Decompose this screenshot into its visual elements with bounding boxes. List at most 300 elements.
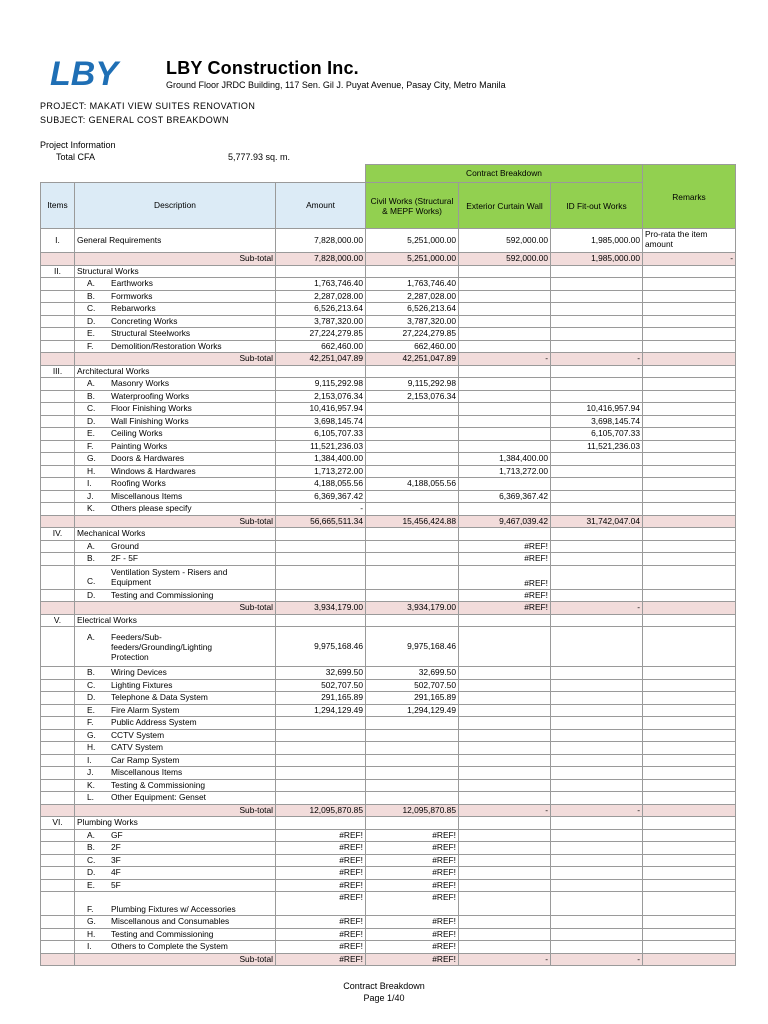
table-row — [41, 440, 736, 453]
item-cell — [41, 403, 75, 416]
section-title: Electrical Works — [75, 614, 276, 627]
item-description: Testing & Commissioning — [111, 779, 206, 790]
item-letter: C. — [87, 576, 96, 586]
subtotal-row — [41, 515, 736, 528]
item-description: Car Ramp System — [111, 754, 180, 765]
item-letter: F. — [87, 440, 94, 451]
exterior-cell: - — [459, 804, 551, 817]
item-letter: G. — [87, 729, 96, 740]
table-row — [41, 842, 736, 855]
table-row — [41, 403, 736, 416]
section-title: General Requirements — [75, 229, 276, 253]
remarks-cell — [643, 540, 736, 553]
description-cell — [75, 742, 276, 755]
exterior-cell — [459, 754, 551, 767]
amount-cell: 3,698,145.74 — [276, 415, 366, 428]
item-letter: B. — [87, 842, 95, 853]
table-body — [41, 229, 736, 966]
item-description: Waterproofing Works — [111, 390, 190, 401]
exterior-cell: - — [459, 353, 551, 366]
fitout-cell: - — [551, 602, 643, 615]
remarks-header: Remarks — [643, 165, 736, 229]
amount-cell: 32,699.50 — [276, 667, 366, 680]
exterior-cell — [459, 704, 551, 717]
item-cell — [41, 627, 75, 667]
fitout-cell: - — [551, 804, 643, 817]
description-cell — [75, 290, 276, 303]
description-cell — [75, 589, 276, 602]
fitout-cell — [551, 854, 643, 867]
civil-cell — [366, 440, 459, 453]
civil-cell: 2,153,076.34 — [366, 390, 459, 403]
civil-cell: #REF! — [366, 941, 459, 954]
item-cell — [41, 829, 75, 842]
table-row — [41, 478, 736, 491]
description-cell — [75, 328, 276, 341]
item-number: VI. — [41, 817, 75, 830]
subtotal-label: Sub-total — [75, 253, 276, 266]
fitout-cell — [551, 729, 643, 742]
civil-cell: #REF! — [366, 829, 459, 842]
item-description: 5F — [111, 879, 121, 890]
item-description: Wiring Devices — [111, 667, 167, 678]
remarks-cell — [643, 378, 736, 391]
company-logo — [50, 55, 136, 91]
civil-cell: 9,975,168.46 — [366, 627, 459, 667]
item-letter: A. — [87, 631, 95, 642]
exterior-cell: #REF! — [459, 565, 551, 589]
item-description: 4F — [111, 867, 121, 878]
item-cell — [41, 315, 75, 328]
fitout-cell — [551, 717, 643, 730]
remarks-cell — [643, 754, 736, 767]
item-cell — [41, 328, 75, 341]
civil-cell — [366, 589, 459, 602]
civil-cell: 32,699.50 — [366, 667, 459, 680]
company-address: Ground Floor JRDC Building, 117 Sen. Gil J. Puyat Avenue, Pasay City, Metro Manila — [166, 80, 506, 90]
amount-cell: - — [276, 503, 366, 516]
remarks-cell — [643, 879, 736, 892]
description-cell — [75, 340, 276, 353]
amount-cell: #REF! — [276, 829, 366, 842]
fitout-cell: 11,521,236.03 — [551, 440, 643, 453]
table-row — [41, 490, 736, 503]
amount-cell: #REF! — [276, 879, 366, 892]
item-letter: A. — [87, 278, 95, 289]
company-name: LBY Construction Inc. — [166, 58, 359, 78]
fitout-cell: 1,985,000.00 — [551, 229, 643, 253]
amount-cell: 9,975,168.46 — [276, 627, 366, 667]
exterior-cell — [459, 528, 551, 541]
remarks-cell — [643, 867, 736, 880]
cost-breakdown-table — [40, 164, 736, 966]
civil-cell: 6,526,213.64 — [366, 303, 459, 316]
item-cell — [41, 415, 75, 428]
table-row — [41, 290, 736, 303]
description-cell — [75, 779, 276, 792]
table-row — [41, 453, 736, 466]
remarks-cell — [643, 627, 736, 667]
fitout-cell — [551, 465, 643, 478]
amount-cell — [276, 779, 366, 792]
fitout-cell — [551, 490, 643, 503]
item-description: Windows & Hardwares — [111, 465, 196, 476]
item-cell — [41, 390, 75, 403]
remarks-cell: - — [643, 253, 736, 266]
fitout-cell — [551, 754, 643, 767]
description-cell — [75, 729, 276, 742]
table-row — [41, 589, 736, 602]
table-row — [41, 717, 736, 730]
item-description: Structural Steelworks — [111, 328, 191, 339]
item-letter: J. — [87, 767, 94, 778]
exterior-cell — [459, 378, 551, 391]
subject-line: SUBJECT: GENERAL COST BREAKDOWN — [40, 115, 229, 125]
fitout-cell — [551, 589, 643, 602]
table-row — [41, 328, 736, 341]
amount-cell — [276, 365, 366, 378]
amount-cell: 291,165.89 — [276, 692, 366, 705]
item-cell — [41, 453, 75, 466]
section-row — [41, 229, 736, 253]
item-letter: B. — [87, 667, 95, 678]
civil-cell: 15,456,424.88 — [366, 515, 459, 528]
amount-cell: 42,251,047.89 — [276, 353, 366, 366]
fitout-cell — [551, 842, 643, 855]
amount-cell — [276, 742, 366, 755]
exterior-cell — [459, 627, 551, 667]
remarks-cell — [643, 478, 736, 491]
remarks-cell — [643, 278, 736, 291]
exterior-cell — [459, 390, 551, 403]
remarks-cell — [643, 428, 736, 441]
civil-works-header: Civil Works (Structural & MEPF Works) — [366, 183, 459, 229]
remarks-cell — [643, 614, 736, 627]
item-number: III. — [41, 365, 75, 378]
item-letter: F. — [87, 340, 94, 351]
fitout-cell — [551, 829, 643, 842]
description-cell — [75, 767, 276, 780]
subtotal-row — [41, 353, 736, 366]
description-cell — [75, 503, 276, 516]
remarks-cell — [643, 490, 736, 503]
amount-cell — [276, 553, 366, 566]
remarks-cell — [643, 928, 736, 941]
item-cell — [41, 729, 75, 742]
item-cell — [41, 490, 75, 503]
amount-cell: 11,521,236.03 — [276, 440, 366, 453]
exterior-wall-header: Exterior Curtain Wall — [459, 183, 551, 229]
section-row — [41, 528, 736, 541]
fitout-cell — [551, 941, 643, 954]
item-cell — [41, 667, 75, 680]
description-cell — [75, 928, 276, 941]
remarks-cell — [643, 842, 736, 855]
remarks-cell — [643, 303, 736, 316]
table-row — [41, 565, 736, 589]
fitout-cell: 3,698,145.74 — [551, 415, 643, 428]
item-description: Doors & Hardwares — [111, 453, 185, 464]
remarks-cell — [643, 589, 736, 602]
subtotal-label: Sub-total — [75, 804, 276, 817]
exterior-cell — [459, 614, 551, 627]
description-cell — [75, 867, 276, 880]
remarks-cell — [643, 340, 736, 353]
item-cell — [41, 704, 75, 717]
item-description: Plumbing Fixtures w/ Accessories — [111, 904, 236, 914]
subtotal-row — [41, 253, 736, 266]
civil-cell: 3,934,179.00 — [366, 602, 459, 615]
table-row — [41, 465, 736, 478]
civil-cell — [366, 365, 459, 378]
civil-cell: 9,115,292.98 — [366, 378, 459, 391]
description-cell — [75, 704, 276, 717]
item-letter: B. — [87, 390, 95, 401]
item-cell — [41, 465, 75, 478]
fitout-header: ID Fit-out Works — [551, 183, 643, 229]
amount-cell: #REF! — [276, 916, 366, 929]
item-description: 2F — [111, 842, 121, 853]
table-row — [41, 540, 736, 553]
item-description-line: Protection — [111, 651, 149, 662]
item-description: Ceiling Works — [111, 428, 163, 439]
civil-cell — [366, 490, 459, 503]
items-header: Items — [41, 183, 75, 229]
table-row — [41, 892, 736, 916]
description-cell — [75, 428, 276, 441]
remarks-cell — [643, 265, 736, 278]
item-letter: B. — [87, 290, 95, 301]
exterior-cell — [459, 729, 551, 742]
fitout-cell: 6,105,707.33 — [551, 428, 643, 441]
exterior-cell: 1,384,400.00 — [459, 453, 551, 466]
amount-cell: 3,787,320.00 — [276, 315, 366, 328]
amount-cell: 2,287,028.00 — [276, 290, 366, 303]
item-cell — [41, 892, 75, 916]
civil-cell — [366, 779, 459, 792]
item-number: V. — [41, 614, 75, 627]
exterior-cell — [459, 941, 551, 954]
item-cell — [41, 953, 75, 966]
fitout-cell: 10,416,957.94 — [551, 403, 643, 416]
exterior-cell — [459, 692, 551, 705]
item-letter: I. — [87, 941, 92, 952]
fitout-cell — [551, 667, 643, 680]
item-letter: D. — [87, 415, 96, 426]
item-letter: G. — [87, 916, 96, 927]
civil-cell: 1,294,129.49 — [366, 704, 459, 717]
remarks-cell — [643, 453, 736, 466]
item-description: CCTV System — [111, 729, 165, 740]
description-cell — [75, 792, 276, 805]
amount-cell: #REF! — [276, 928, 366, 941]
civil-cell: 1,763,746.40 — [366, 278, 459, 291]
item-cell — [41, 602, 75, 615]
fitout-cell — [551, 340, 643, 353]
item-letter: C. — [87, 679, 96, 690]
civil-cell — [366, 503, 459, 516]
item-letter: D. — [87, 315, 96, 326]
subtotal-label: Sub-total — [75, 353, 276, 366]
table-row — [41, 340, 736, 353]
section-row — [41, 614, 736, 627]
civil-cell — [366, 614, 459, 627]
item-cell — [41, 303, 75, 316]
amount-cell — [276, 565, 366, 589]
item-letter: K. — [87, 779, 95, 790]
description-cell — [75, 627, 276, 667]
civil-cell — [366, 415, 459, 428]
table-row — [41, 428, 736, 441]
item-description-line: Equipment — [111, 577, 152, 587]
fitout-cell: - — [551, 353, 643, 366]
project-line: PROJECT: MAKATI VIEW SUITES RENOVATION — [40, 101, 256, 111]
description-cell — [75, 490, 276, 503]
amount-cell — [276, 589, 366, 602]
item-letter: G. — [87, 453, 96, 464]
item-description: Testing and Commissioning — [111, 928, 214, 939]
civil-cell: #REF! — [366, 953, 459, 966]
civil-cell: 3,787,320.00 — [366, 315, 459, 328]
amount-cell: 502,707.50 — [276, 679, 366, 692]
item-description: 3F — [111, 854, 121, 865]
item-description: Miscellanous Items — [111, 767, 183, 778]
civil-cell — [366, 453, 459, 466]
item-cell — [41, 503, 75, 516]
table-row — [41, 667, 736, 680]
amount-cell — [276, 265, 366, 278]
subtotal-label: Sub-total — [75, 515, 276, 528]
remarks-cell — [643, 804, 736, 817]
amount-header: Amount — [276, 183, 366, 229]
item-letter: E. — [87, 879, 95, 890]
section-row — [41, 265, 736, 278]
exterior-cell — [459, 478, 551, 491]
remarks-cell — [643, 817, 736, 830]
description-cell — [75, 754, 276, 767]
item-description: GF — [111, 829, 123, 840]
civil-cell — [366, 553, 459, 566]
description-cell — [75, 553, 276, 566]
item-cell — [41, 842, 75, 855]
item-cell — [41, 515, 75, 528]
civil-cell: 662,460.00 — [366, 340, 459, 353]
table-row — [41, 315, 736, 328]
item-letter: H. — [87, 928, 96, 939]
item-letter: B. — [87, 553, 95, 564]
item-cell — [41, 792, 75, 805]
civil-cell: 42,251,047.89 — [366, 353, 459, 366]
item-cell — [41, 854, 75, 867]
item-cell — [41, 478, 75, 491]
fitout-cell — [551, 365, 643, 378]
fitout-cell — [551, 328, 643, 341]
description-cell — [75, 854, 276, 867]
table-row — [41, 390, 736, 403]
remarks-cell — [643, 742, 736, 755]
civil-cell — [366, 465, 459, 478]
item-cell — [41, 540, 75, 553]
section-title: Architectural Works — [75, 365, 276, 378]
exterior-cell — [459, 365, 551, 378]
remarks-cell — [643, 528, 736, 541]
table-row — [41, 916, 736, 929]
amount-cell: 12,095,870.85 — [276, 804, 366, 817]
item-description: Earthworks — [111, 278, 153, 289]
amount-cell — [276, 614, 366, 627]
description-cell — [75, 415, 276, 428]
fitout-cell — [551, 614, 643, 627]
civil-cell: 291,165.89 — [366, 692, 459, 705]
civil-cell — [366, 767, 459, 780]
civil-cell: #REF! — [366, 928, 459, 941]
description-cell — [75, 879, 276, 892]
item-letter: F. — [87, 717, 94, 728]
fitout-cell — [551, 290, 643, 303]
table-row — [41, 729, 736, 742]
table-row — [41, 627, 736, 667]
remarks-cell — [643, 553, 736, 566]
item-letter: H. — [87, 465, 96, 476]
description-cell — [75, 941, 276, 954]
exterior-cell: 1,713,272.00 — [459, 465, 551, 478]
item-cell — [41, 879, 75, 892]
amount-cell: 1,294,129.49 — [276, 704, 366, 717]
item-letter: I. — [87, 754, 92, 765]
amount-cell — [276, 729, 366, 742]
fitout-cell — [551, 742, 643, 755]
section-title: Plumbing Works — [75, 817, 276, 830]
amount-cell — [276, 540, 366, 553]
item-cell — [41, 440, 75, 453]
fitout-cell — [551, 315, 643, 328]
project-info-label: Project Information — [40, 140, 116, 150]
remarks-cell — [643, 602, 736, 615]
fitout-cell — [551, 792, 643, 805]
civil-cell — [366, 265, 459, 278]
fitout-cell — [551, 928, 643, 941]
remarks-cell — [643, 390, 736, 403]
description-cell — [75, 829, 276, 842]
remarks-cell — [643, 916, 736, 929]
subtotal-label: Sub-total — [75, 953, 276, 966]
remarks-cell — [643, 729, 736, 742]
item-cell — [41, 378, 75, 391]
amount-cell: 7,828,000.00 — [276, 229, 366, 253]
fitout-cell — [551, 565, 643, 589]
item-letter: C. — [87, 403, 96, 414]
table-row — [41, 767, 736, 780]
description-cell — [75, 440, 276, 453]
civil-cell: #REF! — [366, 892, 459, 916]
amount-cell — [276, 817, 366, 830]
exterior-cell: #REF! — [459, 589, 551, 602]
remarks-cell — [643, 854, 736, 867]
item-letter: E. — [87, 328, 95, 339]
fitout-cell — [551, 553, 643, 566]
remarks-cell — [643, 503, 736, 516]
item-description: Lighting Fixtures — [111, 679, 173, 690]
description-cell — [75, 916, 276, 929]
item-cell — [41, 553, 75, 566]
remarks-cell — [643, 792, 736, 805]
remarks-cell — [643, 829, 736, 842]
exterior-cell: #REF! — [459, 553, 551, 566]
description-cell — [75, 842, 276, 855]
item-letter: F. — [87, 904, 94, 914]
amount-cell: 7,828,000.00 — [276, 253, 366, 266]
amount-cell: 1,713,272.00 — [276, 465, 366, 478]
